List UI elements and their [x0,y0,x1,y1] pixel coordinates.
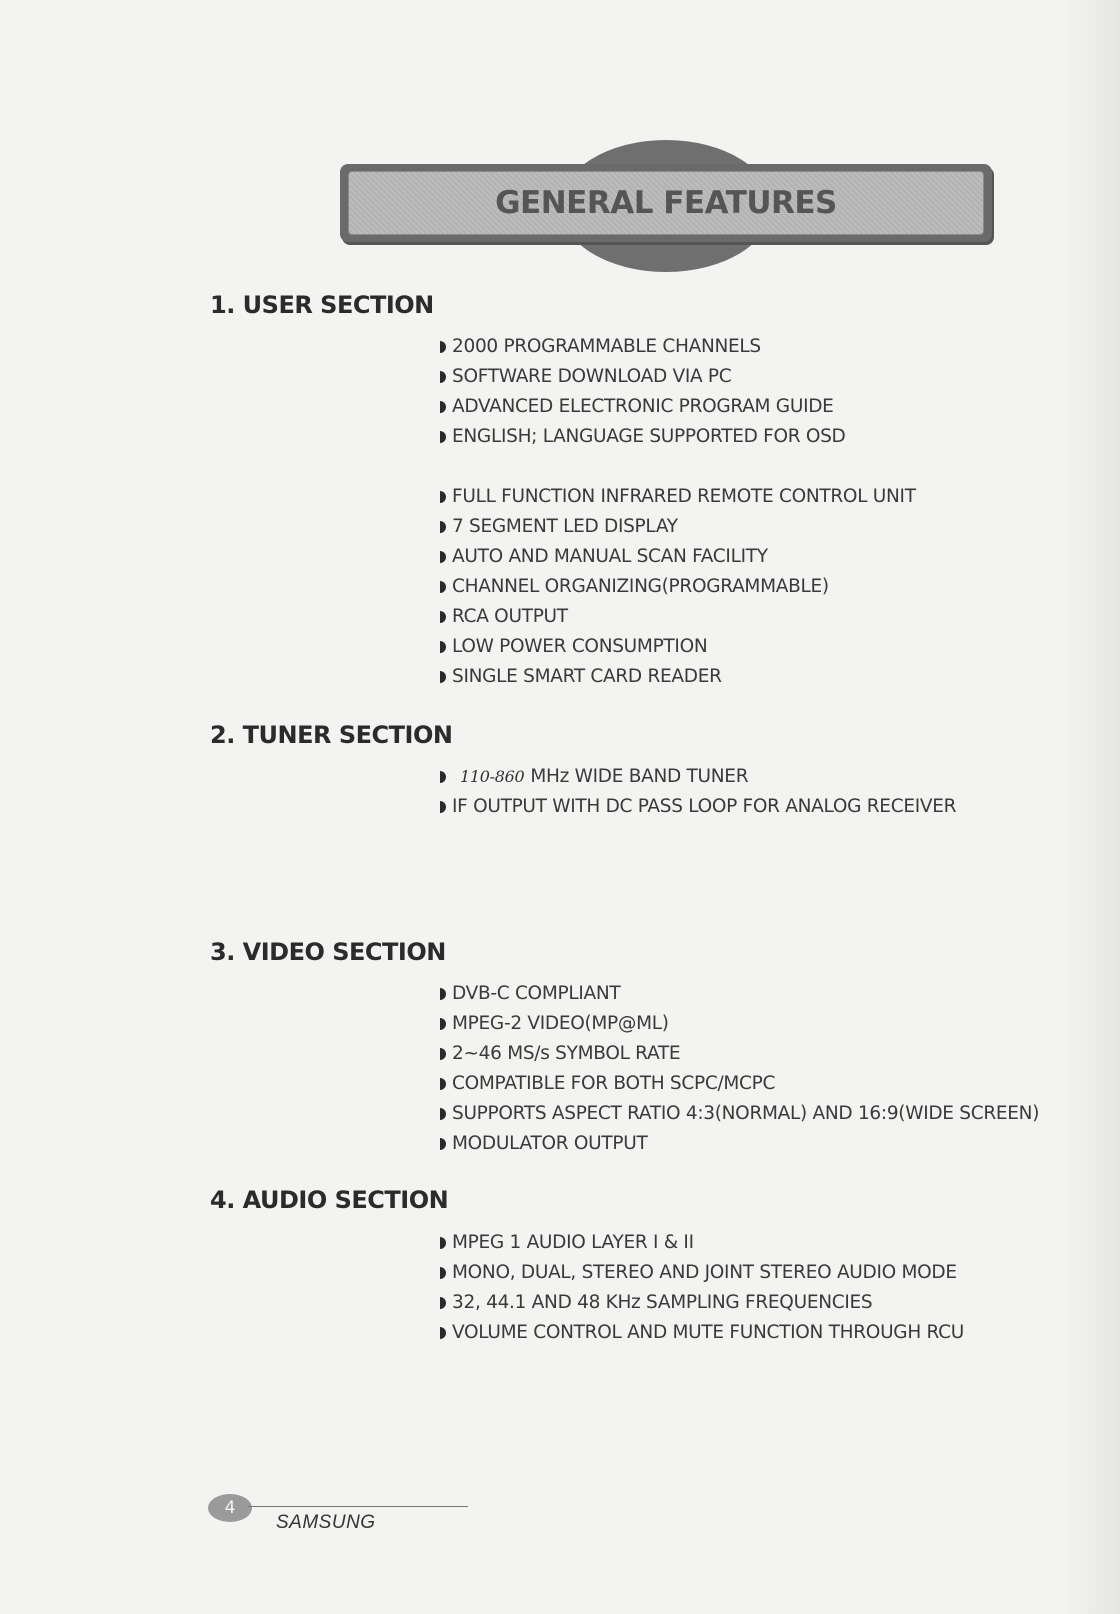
bullet-icon [440,1237,446,1249]
list-item: SOFTWARE DOWNLOAD VIA PC [440,362,916,392]
list-item: MPEG-2 VIDEO(MP@ML) [440,1009,1039,1039]
audio-section-list [440,1228,964,1348]
list-item: RCA OUTPUT [440,602,916,632]
list-item: ADVANCED ELECTRONIC PROGRAM GUIDE [440,392,916,422]
list-item: MPEG 1 AUDIO LAYER I & II [440,1228,964,1258]
bullet-icon [440,341,446,353]
bullet-icon [440,1108,446,1120]
bullet-icon [440,581,446,593]
bullet-icon [440,551,446,563]
list-item: MODULATOR OUTPUT [440,1129,1039,1159]
bullet-icon [440,1267,446,1279]
list-item: 110-860 MHz WIDE BAND TUNER [440,762,956,792]
brand-logo: SAMSUNG [276,1512,376,1533]
list-item: MONO, DUAL, STEREO AND JOINT STEREO AUDIO MODE [440,1258,964,1288]
list-item: AUTO AND MANUAL SCAN FACILITY [440,542,916,572]
list-item: LOW POWER CONSUMPTION [440,632,916,662]
bullet-icon [440,1078,446,1090]
bullet-icon [440,988,446,1000]
bullet-icon [440,801,446,813]
list-item: IF OUTPUT WITH DC PASS LOOP FOR ANALOG RECEIVER [440,792,956,822]
bullet-icon [440,1048,446,1060]
tuner-section-list [440,762,956,822]
bullet-icon [440,771,446,783]
bullet-icon [440,641,446,653]
list-item: 2000 PROGRAMMABLE CHANNELS [440,332,916,362]
list-item: ENGLISH; LANGUAGE SUPPORTED FOR OSD [440,422,916,452]
list-item: SINGLE SMART CARD READER [440,662,916,692]
bullet-icon [440,491,446,503]
list-item: FULL FUNCTION INFRARED REMOTE CONTROL UNIT [440,482,916,512]
bullet-icon [440,521,446,533]
video-section-list [440,979,1039,1159]
bullet-icon [440,1018,446,1030]
list-item: SUPPORTS ASPECT RATIO 4:3(NORMAL) AND 16:9(WIDE SCREEN) [440,1099,1039,1129]
tuner-section-heading: 2. TUNER SECTION [210,721,453,749]
bullet-icon [440,611,446,623]
bullet-icon [440,1327,446,1339]
list-item: 7 SEGMENT LED DISPLAY [440,512,916,542]
bullet-icon [440,431,446,443]
audio-section-heading: 4. AUDIO SECTION [210,1186,449,1214]
list-item: 32, 44.1 AND 48 KHz SAMPLING FREQUENCIES [440,1288,964,1318]
list-item: COMPATIBLE FOR BOTH SCPC/MCPC [440,1069,1039,1099]
banner-bar [340,164,992,242]
bullet-icon [440,1138,446,1150]
list-item: DVB-C COMPLIANT [440,979,1039,1009]
list-item: 2~46 MS/s SYMBOL RATE [440,1039,1039,1069]
video-section-heading: 3. VIDEO SECTION [210,938,446,966]
scan-edge [1060,0,1120,1614]
user-section-heading: 1. USER SECTION [210,291,434,319]
list-item: CHANNEL ORGANIZING(PROGRAMMABLE) [440,572,916,602]
footer-divider [248,1506,468,1507]
title-banner [340,140,996,272]
user-section-list [440,332,916,692]
banner-inner [348,171,984,235]
bullet-icon [440,371,446,383]
page-title: GENERAL FEATURES [495,185,837,221]
handwritten-frequency: 110-860 [460,767,525,786]
bullet-icon [440,671,446,683]
bullet-icon [440,401,446,413]
page-number: 4 [208,1494,252,1522]
list-item: VOLUME CONTROL AND MUTE FUNCTION THROUGH RCU [440,1318,964,1348]
bullet-icon [440,1297,446,1309]
